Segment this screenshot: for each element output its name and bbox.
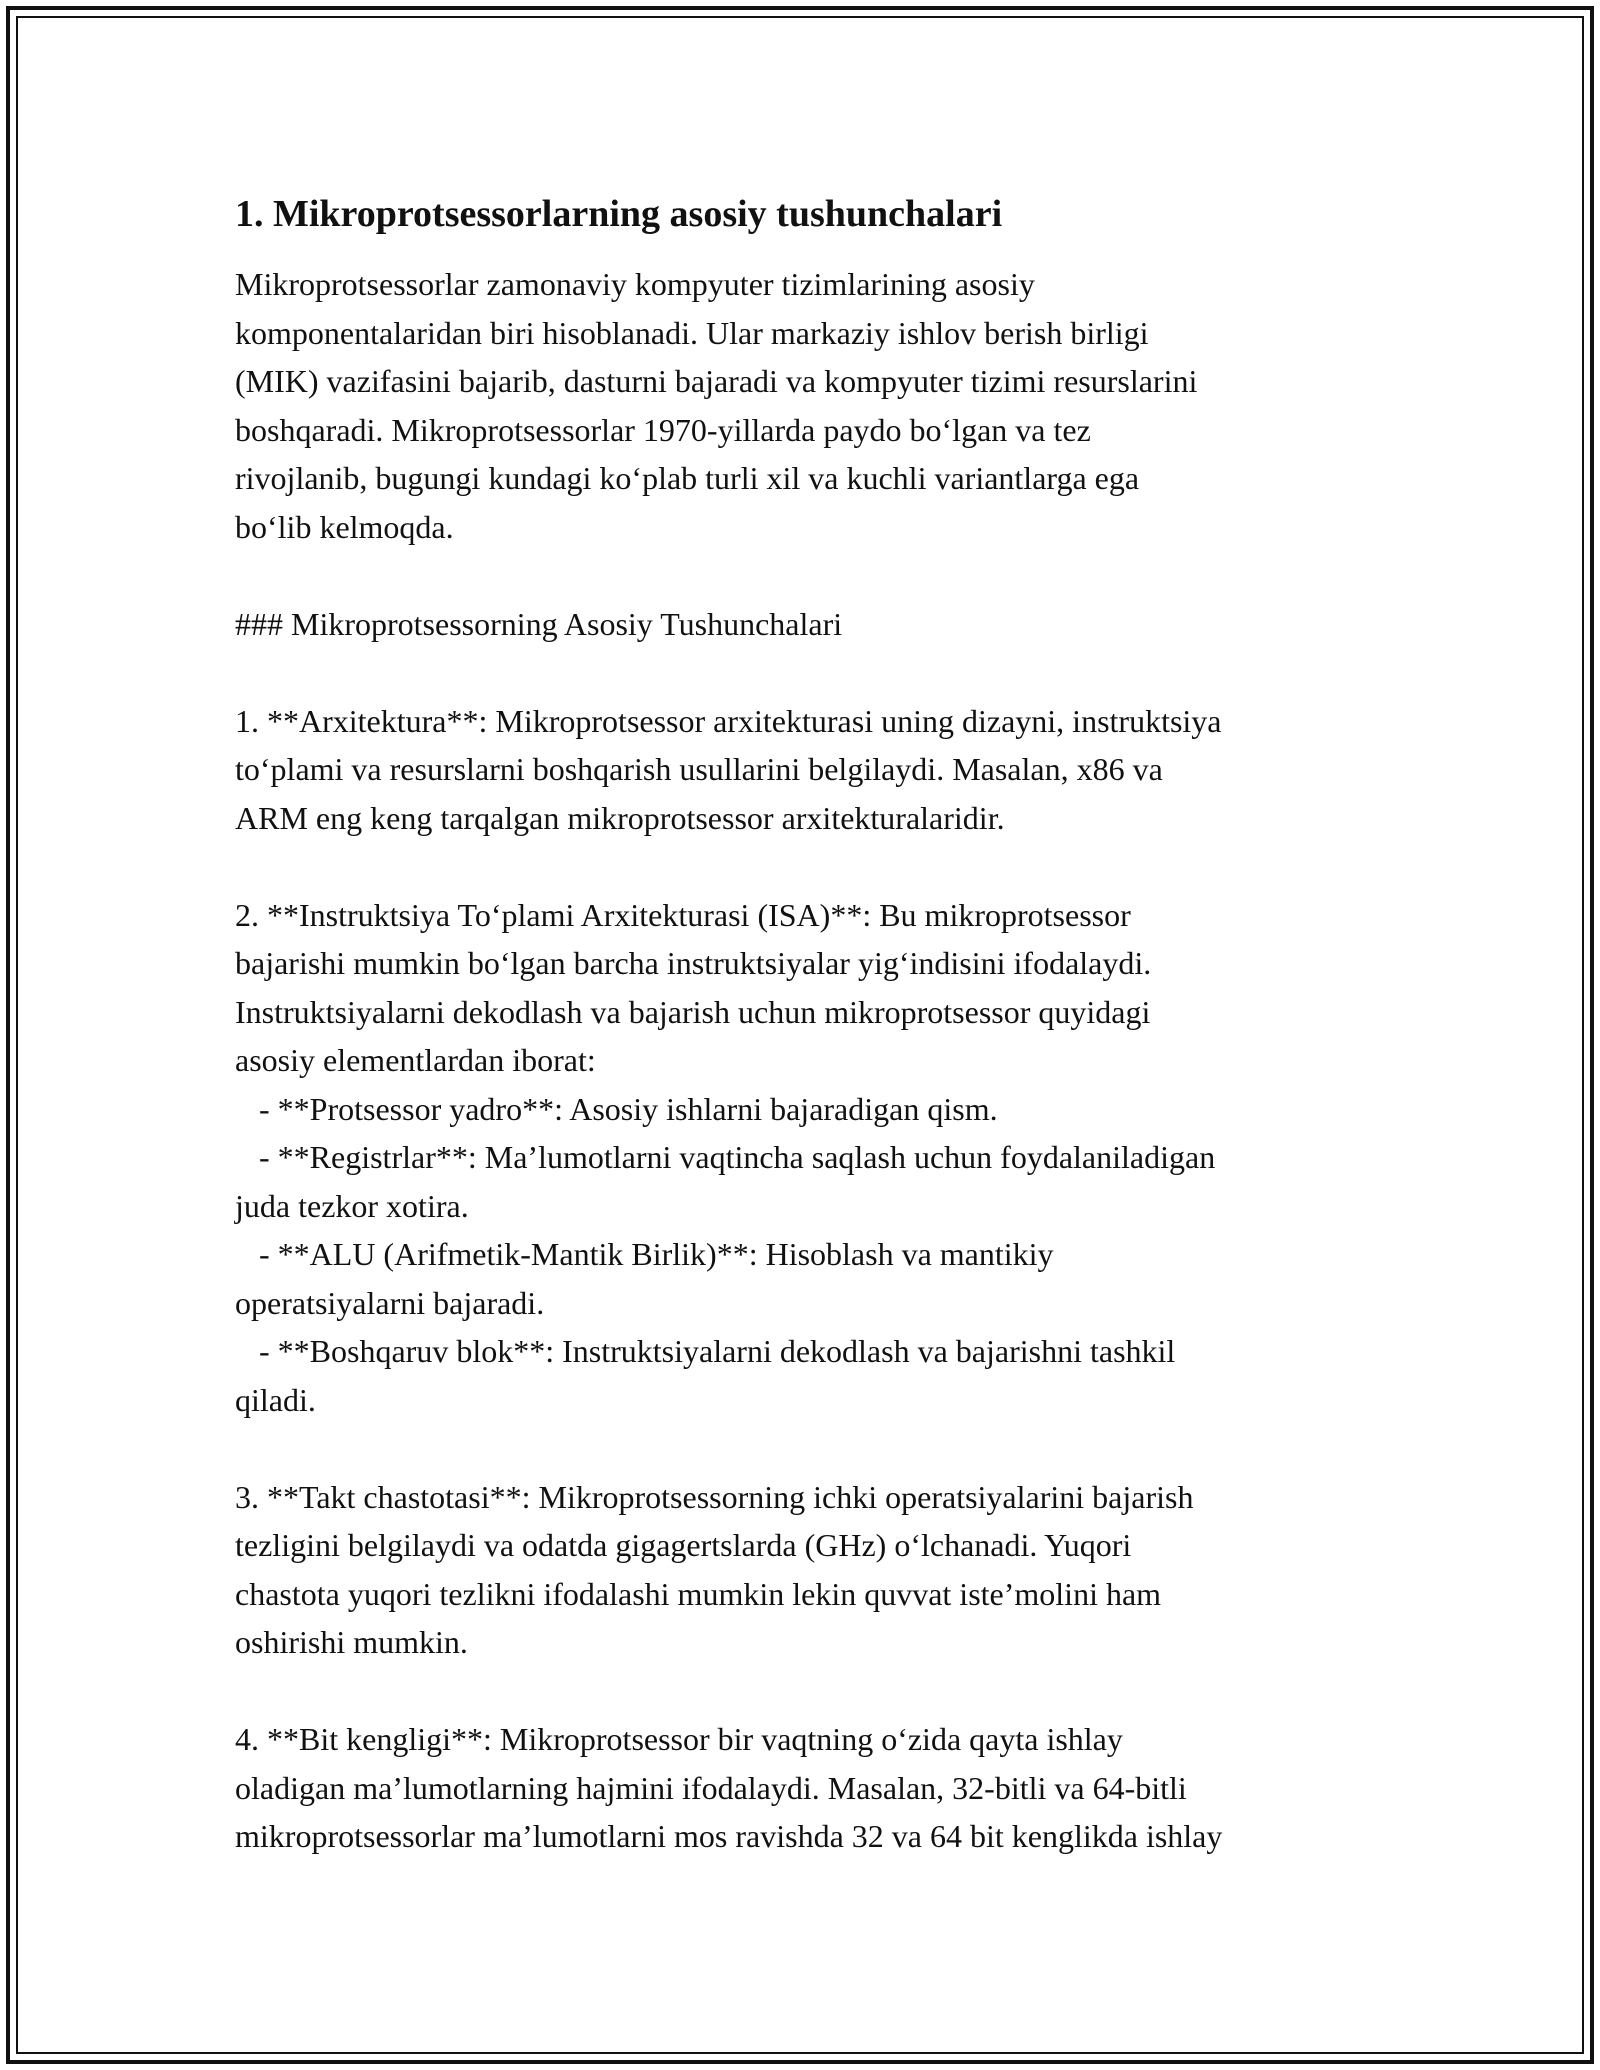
text-line: ARM eng keng tarqalgan mikroprotsessor arxitekturalaridir. (235, 799, 1005, 836)
text-line: 3. **Takt chastotasi**: Mikroprotsessorning ichki operatsiyalarini bajarish (235, 1478, 1194, 1515)
list-item-architecture (235, 697, 1385, 843)
spacer (235, 648, 1385, 697)
text-line: qiladi. (235, 1381, 316, 1418)
text-line: 4. **Bit kengligi**: Mikroprotsessor bir vaqtning o‘zida qayta ishlay (235, 1721, 1123, 1757)
list-item-isa (235, 891, 1385, 1425)
text-line: Mikroprotsessorlar zamonaviy kompyuter tizimlarining asosiy (235, 266, 1035, 302)
text-line: chastota yuqori tezlikni ifodalashi mumkin lekin quvvat iste’molini ham (235, 1575, 1162, 1612)
intro-paragraph (235, 260, 1385, 551)
text-line: boshqaradi. Mikroprotsessorlar 1970-yillarda paydo bo‘lgan va tez (235, 411, 1091, 448)
text-line: komponentalaridan biri hisoblanadi. Ular markaziy ishlov berish birligi (235, 314, 1149, 351)
text-line: rivojlanib, bugungi kundagi ko‘plab turli xil va kuchli variantlarga ega (235, 460, 1140, 496)
text-line: (MIK) vazifasini bajarib, dasturni bajaradi va kompyuter tizimi resurslarini (235, 363, 1198, 399)
spacer (235, 1667, 1385, 1716)
text-line: mikroprotsessorlar ma’lumotlarni mos ravishda 32 va 64 bit kenglikda ishlay (235, 1818, 1223, 1854)
text-line: oladigan ma’lumotlarning hajmini ifodalaydi. Masalan, 32-bitli va 64-bitli (235, 1769, 1187, 1806)
text-line: juda tezkor xotira. (235, 1187, 469, 1224)
text-line: to‘plami va resurslarni boshqarish usullarini belgilaydi. Masalan, x86 va (235, 751, 1163, 787)
text-line: Instruktsiyalarni dekodlash va bajarish uchun mikroprotsessor quyidagi (235, 993, 1151, 1030)
list-item-clock-speed (235, 1473, 1385, 1667)
text-line: oshirishi mumkin. (235, 1624, 468, 1660)
spacer (235, 1424, 1385, 1473)
section-heading: ### Mikroprotsessorning Asosiy Tushunchalari (235, 605, 843, 642)
text-line: 1. **Arxitektura**: Mikroprotsessor arxitekturasi uning dizayni, instruktsiya (235, 702, 1222, 739)
text-line: bajarishi mumkin bo‘lgan barcha instruktsiyalar yig‘indisini ifodalaydi. (235, 945, 1152, 981)
text-line: tezligini belgilaydi va odatda gigagertslarda (GHz) o‘lchanadi. Yuqori (235, 1527, 1132, 1563)
text-line: asosiy elementlardan iborat: (235, 1042, 596, 1078)
text-line: operatsiyalarni bajaradi. (235, 1284, 545, 1321)
spacer (235, 842, 1385, 891)
text-line: bo‘lib kelmoqda. (235, 508, 454, 545)
text-line: 2. **Instruktsiya To‘plami Arxitekturasi (ISA)**: Bu mikroprotsessor (235, 896, 1131, 933)
sub-item-line: - **Boshqaruv blok**: Instruktsiyalarni dekodlash va bajarishni tashkil (235, 1333, 1176, 1369)
spacer (235, 551, 1385, 600)
sub-item-line: - **Registrlar**: Ma’lumotlarni vaqtincha saqlash uchun foydalaniladigan (235, 1139, 1216, 1175)
sub-item-line: - **ALU (Arifmetik-Mantik Birlik)**: Hisoblash va mantikiy (235, 1236, 1054, 1272)
document-body (235, 186, 1385, 1861)
document-title: 1. Mikroprotsessorlarning asosiy tushunchalari (235, 193, 1003, 235)
list-item-bit-width (235, 1715, 1385, 1861)
sub-item-line: - **Protsessor yadro**: Asosiy ishlarni bajaradigan qism. (235, 1090, 998, 1127)
